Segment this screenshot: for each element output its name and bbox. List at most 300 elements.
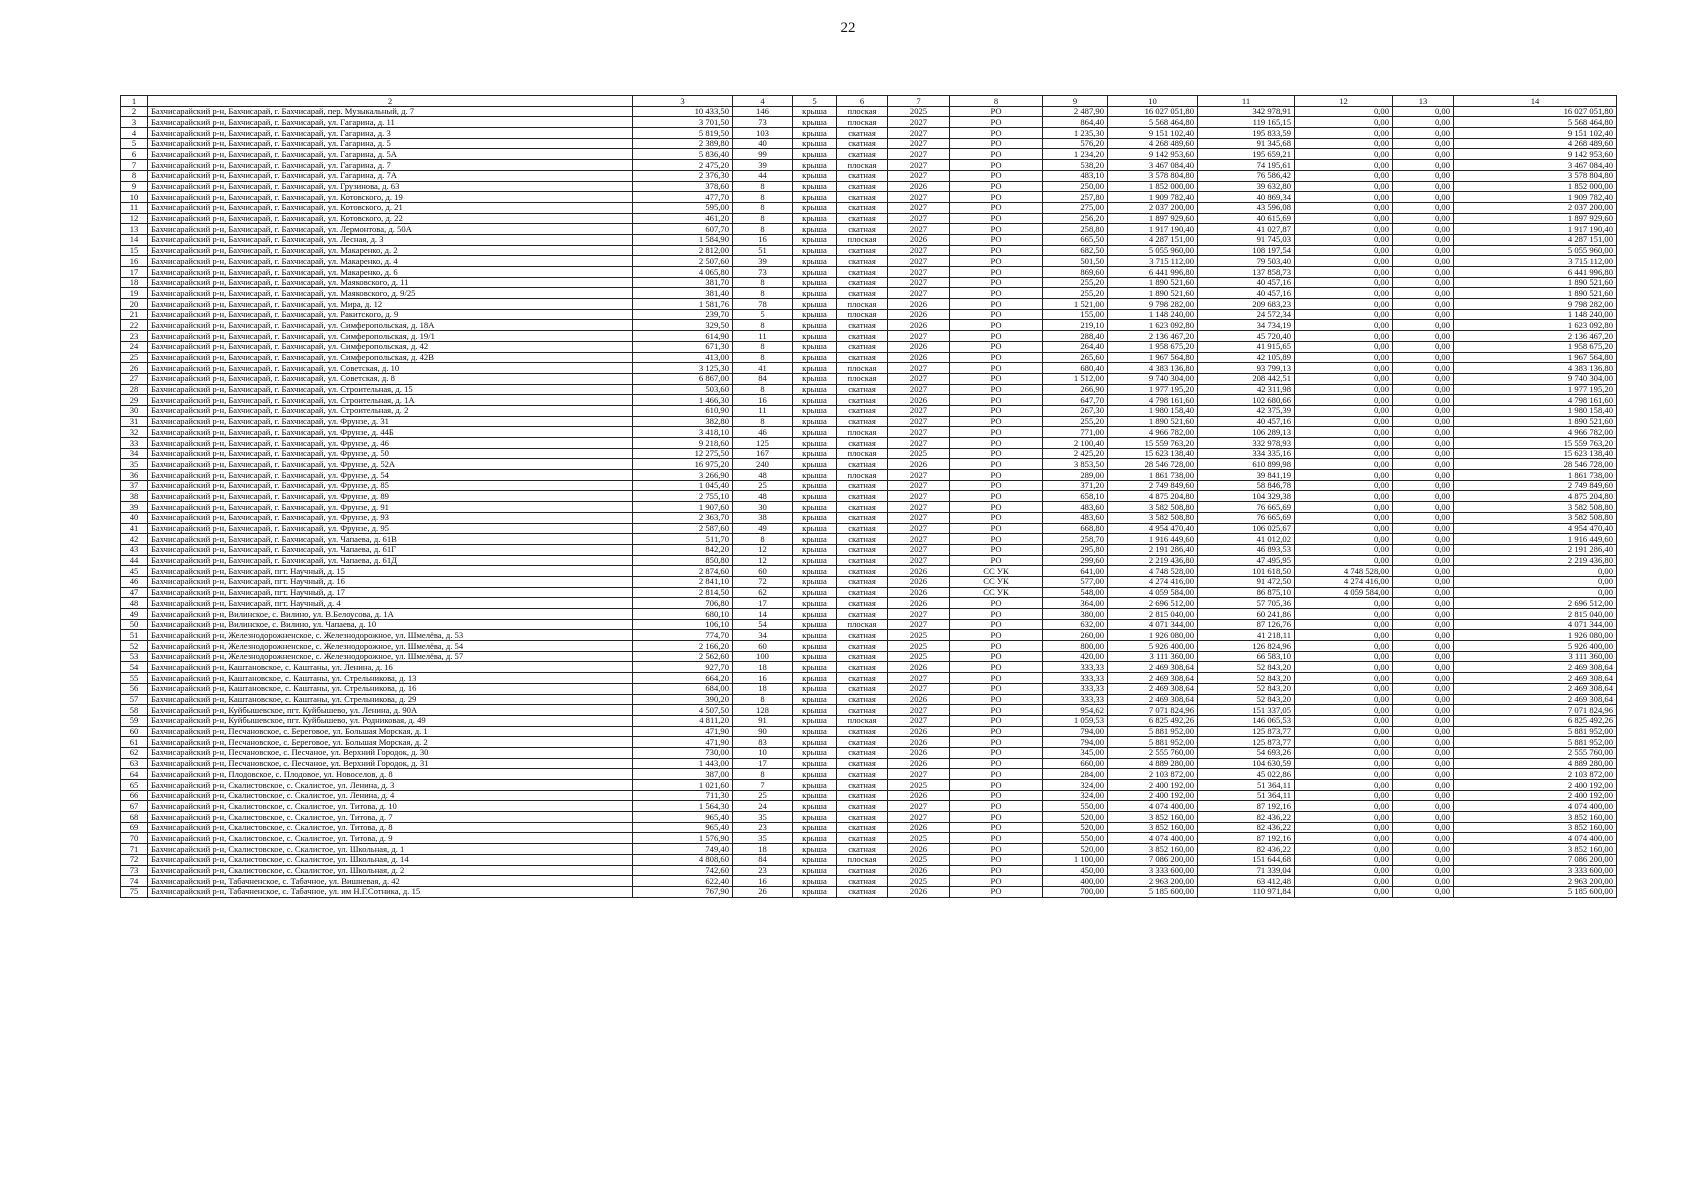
- column-number: 6: [837, 96, 888, 107]
- cell-fund-owner: 0,00: [1295, 234, 1393, 245]
- cell-address: Бахчисарайский р-н, Бахчисарай, г. Бахчисарай, ул. Строительная, д. 1А: [148, 395, 633, 406]
- cell-fund-operator: 3 582 508,80: [1454, 502, 1617, 513]
- cell-method: РО: [950, 288, 1043, 299]
- cell-fund-other: 0,00: [1393, 747, 1454, 758]
- cell-address: Бахчисарайский р-н, Песчановское, с. Песчаное, ул. Верхний Городок, д. 31: [148, 758, 633, 769]
- cell-address: Бахчисарайский р-н, Бахчисарай, г. Бахчисарай, ул. Гагарина, д. 5: [148, 138, 633, 149]
- cell-total-area: 387,00: [633, 769, 733, 780]
- cell-area: 520,00: [1043, 822, 1108, 833]
- cell-year: 2026: [888, 352, 950, 363]
- cell-unit-cost: 63 412,48: [1198, 876, 1295, 887]
- cell-residents: 8: [733, 181, 793, 192]
- cell-row-number: 39: [121, 502, 148, 513]
- cell-total-area: 329,50: [633, 320, 733, 331]
- cell-fund-owner: 0,00: [1295, 128, 1393, 139]
- cell-row-number: 60: [121, 726, 148, 737]
- cell-fund-operator: 3 578 804,80: [1454, 170, 1617, 181]
- cell-year: 2027: [888, 192, 950, 203]
- cell-address: Бахчисарайский р-н, Бахчисарай, г. Бахчисарай, ул. Фрунзе, д. 85: [148, 480, 633, 491]
- cell-year: 2027: [888, 801, 950, 812]
- cell-total-area: 2 363,70: [633, 512, 733, 523]
- cell-unit-cost: 146 065,53: [1198, 715, 1295, 726]
- cell-method: РО: [950, 395, 1043, 406]
- table-row: [121, 780, 1617, 791]
- cell-roof-type: скатная: [837, 341, 888, 352]
- cell-address: Бахчисарайский р-н, Бахчисарай, г. Бахчисарай, ул. Грузинова, д. 63: [148, 181, 633, 192]
- cell-fund-owner: 0,00: [1295, 822, 1393, 833]
- cell-row-number: 12: [121, 213, 148, 224]
- cell-fund-operator: 5 926 400,00: [1454, 641, 1617, 652]
- cell-unit-cost: 51 364,11: [1198, 780, 1295, 791]
- cell-year: 2027: [888, 502, 950, 513]
- cell-residents: 35: [733, 812, 793, 823]
- cell-total-area: 106,10: [633, 619, 733, 630]
- cell-cost: 3 111 360,00: [1108, 651, 1198, 662]
- cell-residents: 10: [733, 747, 793, 758]
- cell-year: 2027: [888, 363, 950, 374]
- cell-address: Бахчисарайский р-н, Бахчисарай, г. Бахчисарай, ул. Фрунзе, д. 46: [148, 438, 633, 449]
- cell-total-area: 471,90: [633, 737, 733, 748]
- cell-unit-cost: 41 218,11: [1198, 630, 1295, 641]
- cell-row-number: 57: [121, 694, 148, 705]
- cell-year: 2027: [888, 138, 950, 149]
- table-row: [121, 758, 1617, 769]
- cell-total-area: 742,60: [633, 865, 733, 876]
- cell-unit-cost: 71 339,04: [1198, 865, 1295, 876]
- cell-method: РО: [950, 256, 1043, 267]
- cell-unit-cost: 76 586,42: [1198, 170, 1295, 181]
- cell-fund-other: 0,00: [1393, 309, 1454, 320]
- cell-total-area: 239,70: [633, 309, 733, 320]
- cell-fund-other: 0,00: [1393, 790, 1454, 801]
- cell-year: 2026: [888, 886, 950, 897]
- cell-address: Бахчисарайский р-н, Бахчисарай, г. Бахчисарай, ул. Фрунзе, д. 52А: [148, 459, 633, 470]
- cell-area: 155,00: [1043, 309, 1108, 320]
- cell-fund-owner: 0,00: [1295, 801, 1393, 812]
- cell-fund-other: 0,00: [1393, 395, 1454, 406]
- cell-cost: 5 881 952,00: [1108, 726, 1198, 737]
- cell-fund-operator: 2 749 849,60: [1454, 480, 1617, 491]
- cell-fund-other: 0,00: [1393, 641, 1454, 652]
- cell-area: 680,40: [1043, 363, 1108, 374]
- cell-fund-owner: 0,00: [1295, 267, 1393, 278]
- cell-element: крыша: [793, 416, 837, 427]
- cell-residents: 18: [733, 683, 793, 694]
- cell-area: 538,20: [1043, 160, 1108, 171]
- cell-element: крыша: [793, 854, 837, 865]
- cell-fund-operator: 4 889 280,00: [1454, 758, 1617, 769]
- cell-roof-type: скатная: [837, 598, 888, 609]
- table-row: [121, 822, 1617, 833]
- cell-cost: 3 715 112,00: [1108, 256, 1198, 267]
- table-row: [121, 876, 1617, 887]
- cell-roof-type: скатная: [837, 747, 888, 758]
- cell-cost: 1 980 158,40: [1108, 405, 1198, 416]
- cell-method: РО: [950, 812, 1043, 823]
- table-row: [121, 149, 1617, 160]
- cell-year: 2027: [888, 534, 950, 545]
- cell-roof-type: скатная: [837, 737, 888, 748]
- table-row: [121, 737, 1617, 748]
- cell-row-number: 34: [121, 448, 148, 459]
- cell-cost: 4 966 782,00: [1108, 427, 1198, 438]
- cell-total-area: 1 564,30: [633, 801, 733, 812]
- cell-method: РО: [950, 715, 1043, 726]
- cell-address: Бахчисарайский р-н, Бахчисарай, г. Бахчисарай, ул. Фрунзе, д. 31: [148, 416, 633, 427]
- cell-residents: 99: [733, 149, 793, 160]
- cell-fund-owner: 0,00: [1295, 384, 1393, 395]
- cell-unit-cost: 42 105,89: [1198, 352, 1295, 363]
- cell-residents: 25: [733, 480, 793, 491]
- cell-cost: 2 555 760,00: [1108, 747, 1198, 758]
- cell-residents: 8: [733, 341, 793, 352]
- cell-fund-owner: 0,00: [1295, 598, 1393, 609]
- cell-year: 2026: [888, 309, 950, 320]
- column-number: 7: [888, 96, 950, 107]
- cell-row-number: 66: [121, 790, 148, 801]
- cell-fund-owner: 0,00: [1295, 726, 1393, 737]
- cell-fund-other: 0,00: [1393, 438, 1454, 449]
- cell-total-area: 2 874,60: [633, 566, 733, 577]
- cell-fund-operator: 4 071 344,00: [1454, 619, 1617, 630]
- cell-unit-cost: 104 630,59: [1198, 758, 1295, 769]
- cell-fund-operator: 3 111 360,00: [1454, 651, 1617, 662]
- cell-address: Бахчисарайский р-н, Бахчисарай, г. Бахчисарай, ул. Котовского, д. 21: [148, 202, 633, 213]
- cell-year: 2026: [888, 844, 950, 855]
- cell-total-area: 1 907,60: [633, 502, 733, 513]
- cell-total-area: 413,00: [633, 352, 733, 363]
- cell-roof-type: скатная: [837, 523, 888, 534]
- cell-unit-cost: 208 442,51: [1198, 373, 1295, 384]
- cell-year: 2025: [888, 651, 950, 662]
- cell-row-number: 4: [121, 128, 148, 139]
- cell-roof-type: скатная: [837, 801, 888, 812]
- cell-element: крыша: [793, 491, 837, 502]
- cell-address: Бахчисарайский р-н, Табачненское, с. Табачное, ул. им Н.Г.Сотника, д. 15: [148, 886, 633, 897]
- cell-area: 1 521,00: [1043, 299, 1108, 310]
- cell-fund-owner: 0,00: [1295, 416, 1393, 427]
- cell-fund-operator: 1 958 675,20: [1454, 341, 1617, 352]
- cell-total-area: 381,40: [633, 288, 733, 299]
- cell-total-area: 664,20: [633, 673, 733, 684]
- cell-total-area: 5 836,40: [633, 149, 733, 160]
- table-row: [121, 512, 1617, 523]
- cell-roof-type: скатная: [837, 566, 888, 577]
- cell-residents: 78: [733, 299, 793, 310]
- cell-row-number: 2: [121, 106, 148, 117]
- cell-cost: 4 268 489,60: [1108, 138, 1198, 149]
- cell-roof-type: плоская: [837, 373, 888, 384]
- cell-address: Бахчисарайский р-н, Бахчисарай, г. Бахчисарай, ул. Строительная, д. 15: [148, 384, 633, 395]
- cell-fund-owner: 0,00: [1295, 341, 1393, 352]
- cell-cost: 2 469 308,64: [1108, 694, 1198, 705]
- table-row: [121, 192, 1617, 203]
- cell-fund-operator: 5 881 952,00: [1454, 737, 1617, 748]
- cell-method: РО: [950, 373, 1043, 384]
- cell-unit-cost: 60 241,86: [1198, 609, 1295, 620]
- cell-roof-type: скатная: [837, 769, 888, 780]
- cell-year: 2027: [888, 673, 950, 684]
- cell-fund-operator: 16 027 051,80: [1454, 106, 1617, 117]
- cell-fund-owner: 0,00: [1295, 844, 1393, 855]
- cell-row-number: 62: [121, 747, 148, 758]
- cell-area: 771,00: [1043, 427, 1108, 438]
- cell-element: крыша: [793, 128, 837, 139]
- cell-fund-operator: 4 287 151,00: [1454, 234, 1617, 245]
- cell-cost: 5 185 600,00: [1108, 886, 1198, 897]
- table-row: [121, 555, 1617, 566]
- cell-year: 2025: [888, 854, 950, 865]
- cell-row-number: 52: [121, 641, 148, 652]
- table-row: [121, 363, 1617, 374]
- cell-method: СС УК: [950, 587, 1043, 598]
- cell-unit-cost: 42 375,39: [1198, 405, 1295, 416]
- cell-fund-other: 0,00: [1393, 555, 1454, 566]
- cell-fund-operator: 2 815 040,00: [1454, 609, 1617, 620]
- cell-fund-other: 0,00: [1393, 576, 1454, 587]
- table-row: [121, 662, 1617, 673]
- cell-total-area: 10 433,50: [633, 106, 733, 117]
- cell-fund-owner: 0,00: [1295, 480, 1393, 491]
- cell-method: РО: [950, 512, 1043, 523]
- cell-residents: 38: [733, 512, 793, 523]
- cell-fund-owner: 0,00: [1295, 373, 1393, 384]
- cell-unit-cost: 54 693,26: [1198, 747, 1295, 758]
- cell-total-area: 1 466,30: [633, 395, 733, 406]
- cell-method: РО: [950, 234, 1043, 245]
- cell-row-number: 9: [121, 181, 148, 192]
- cell-total-area: 503,60: [633, 384, 733, 395]
- cell-year: 2027: [888, 480, 950, 491]
- cell-row-number: 30: [121, 405, 148, 416]
- cell-residents: 103: [733, 128, 793, 139]
- cell-residents: 12: [733, 555, 793, 566]
- cell-unit-cost: 79 503,40: [1198, 256, 1295, 267]
- cell-residents: 11: [733, 331, 793, 342]
- table-row: [121, 833, 1617, 844]
- cell-address: Бахчисарайский р-н, Бахчисарай, г. Бахчисарай, ул. Макаренко, д. 6: [148, 267, 633, 278]
- cell-total-area: 2 475,20: [633, 160, 733, 171]
- column-number: 2: [148, 96, 633, 107]
- cell-row-number: 72: [121, 854, 148, 865]
- cell-residents: 16: [733, 395, 793, 406]
- cell-method: РО: [950, 790, 1043, 801]
- cell-fund-owner: 0,00: [1295, 470, 1393, 481]
- cell-unit-cost: 91 472,50: [1198, 576, 1295, 587]
- cell-unit-cost: 74 195,61: [1198, 160, 1295, 171]
- cell-method: РО: [950, 245, 1043, 256]
- cell-fund-operator: 5 185 600,00: [1454, 886, 1617, 897]
- cell-residents: 17: [733, 758, 793, 769]
- cell-residents: 41: [733, 363, 793, 374]
- cell-row-number: 50: [121, 619, 148, 630]
- cell-fund-operator: 6 441 996,80: [1454, 267, 1617, 278]
- cell-element: крыша: [793, 181, 837, 192]
- cell-roof-type: скатная: [837, 288, 888, 299]
- cell-element: крыша: [793, 470, 837, 481]
- cell-total-area: 3 125,30: [633, 363, 733, 374]
- cell-roof-type: скатная: [837, 683, 888, 694]
- cell-total-area: 610,90: [633, 405, 733, 416]
- cell-area: 295,80: [1043, 544, 1108, 555]
- cell-element: крыша: [793, 363, 837, 374]
- cell-row-number: 35: [121, 459, 148, 470]
- cell-area: 632,00: [1043, 619, 1108, 630]
- cell-fund-operator: 5 568 464,80: [1454, 117, 1617, 128]
- cell-fund-operator: 1 926 080,00: [1454, 630, 1617, 641]
- cell-fund-other: 0,00: [1393, 769, 1454, 780]
- cell-row-number: 3: [121, 117, 148, 128]
- cell-fund-owner: 0,00: [1295, 780, 1393, 791]
- cell-address: Бахчисарайский р-н, Песчановское, с. Береговое, ул. Большая Морская, д. 1: [148, 726, 633, 737]
- cell-fund-other: 0,00: [1393, 780, 1454, 791]
- table-row: [121, 160, 1617, 171]
- cell-area: 668,80: [1043, 523, 1108, 534]
- cell-fund-other: 0,00: [1393, 844, 1454, 855]
- cell-cost: 28 546 728,00: [1108, 459, 1198, 470]
- cell-residents: 83: [733, 737, 793, 748]
- table-row: [121, 886, 1617, 897]
- cell-row-number: 13: [121, 224, 148, 235]
- table-row: [121, 384, 1617, 395]
- column-number-row: [121, 96, 1617, 107]
- cell-total-area: 4 507,50: [633, 705, 733, 716]
- cell-method: РО: [950, 523, 1043, 534]
- cell-address: Бахчисарайский р-н, Бахчисарай, г. Бахчисарай, ул. Фрунзе, д. 44Б: [148, 427, 633, 438]
- cell-fund-other: 0,00: [1393, 288, 1454, 299]
- cell-total-area: 381,70: [633, 277, 733, 288]
- cell-fund-operator: 2 219 436,80: [1454, 555, 1617, 566]
- cell-residents: 91: [733, 715, 793, 726]
- cell-total-area: 511,70: [633, 534, 733, 545]
- cell-fund-owner: 0,00: [1295, 673, 1393, 684]
- cell-element: крыша: [793, 694, 837, 705]
- cell-cost: 1 623 092,80: [1108, 320, 1198, 331]
- table-row: [121, 213, 1617, 224]
- cell-address: Бахчисарайский р-н, Бахчисарай, г. Бахчисарай, ул. Чапаева, д. 61Д: [148, 555, 633, 566]
- cell-year: 2027: [888, 277, 950, 288]
- cell-area: 869,60: [1043, 267, 1108, 278]
- cell-roof-type: скатная: [837, 438, 888, 449]
- cell-fund-other: 0,00: [1393, 502, 1454, 513]
- cell-area: 520,00: [1043, 812, 1108, 823]
- cell-unit-cost: 51 364,11: [1198, 790, 1295, 801]
- cell-cost: 5 881 952,00: [1108, 737, 1198, 748]
- cell-row-number: 73: [121, 865, 148, 876]
- cell-cost: 2 219 436,80: [1108, 555, 1198, 566]
- cell-row-number: 5: [121, 138, 148, 149]
- cell-area: 660,00: [1043, 758, 1108, 769]
- cell-roof-type: плоская: [837, 619, 888, 630]
- cell-fund-operator: 28 546 728,00: [1454, 459, 1617, 470]
- cell-fund-owner: 0,00: [1295, 224, 1393, 235]
- cell-roof-type: скатная: [837, 502, 888, 513]
- cell-fund-other: 0,00: [1393, 149, 1454, 160]
- cell-unit-cost: 86 875,10: [1198, 587, 1295, 598]
- cell-fund-operator: 1 890 521,60: [1454, 277, 1617, 288]
- cell-element: крыша: [793, 277, 837, 288]
- table-row: [121, 865, 1617, 876]
- cell-cost: 1 977 195,20: [1108, 384, 1198, 395]
- cell-roof-type: плоская: [837, 448, 888, 459]
- cell-residents: 34: [733, 630, 793, 641]
- cell-element: крыша: [793, 844, 837, 855]
- cell-cost: 4 875 204,80: [1108, 491, 1198, 502]
- table-row: [121, 747, 1617, 758]
- cell-cost: 4 274 416,00: [1108, 576, 1198, 587]
- cell-fund-operator: 1 909 782,40: [1454, 192, 1617, 203]
- cell-unit-cost: 40 457,16: [1198, 416, 1295, 427]
- table-row: [121, 106, 1617, 117]
- cell-total-area: 1 581,76: [633, 299, 733, 310]
- cell-year: 2026: [888, 587, 950, 598]
- cell-area: 255,20: [1043, 288, 1108, 299]
- cell-method: РО: [950, 331, 1043, 342]
- cell-roof-type: плоская: [837, 470, 888, 481]
- cell-cost: 3 467 084,40: [1108, 160, 1198, 171]
- cell-residents: 48: [733, 470, 793, 481]
- cell-roof-type: скатная: [837, 138, 888, 149]
- cell-fund-other: 0,00: [1393, 245, 1454, 256]
- cell-element: крыша: [793, 619, 837, 630]
- cell-year: 2025: [888, 876, 950, 887]
- cell-year: 2027: [888, 416, 950, 427]
- column-number: 14: [1454, 96, 1617, 107]
- cell-fund-owner: 0,00: [1295, 747, 1393, 758]
- cell-row-number: 22: [121, 320, 148, 331]
- cell-fund-operator: 1 916 449,60: [1454, 534, 1617, 545]
- cell-unit-cost: 610 899,98: [1198, 459, 1295, 470]
- cell-roof-type: скатная: [837, 812, 888, 823]
- cell-unit-cost: 91 345,68: [1198, 138, 1295, 149]
- cell-address: Бахчисарайский р-н, Скалистовское, с. Скалистое, ул. Титова, д. 10: [148, 801, 633, 812]
- cell-roof-type: плоская: [837, 715, 888, 726]
- cell-year: 2027: [888, 523, 950, 534]
- cell-total-area: 3 266,90: [633, 470, 733, 481]
- cell-unit-cost: 93 799,13: [1198, 363, 1295, 374]
- cell-row-number: 11: [121, 202, 148, 213]
- cell-cost: 1 852 000,00: [1108, 181, 1198, 192]
- cell-unit-cost: 40 615,69: [1198, 213, 1295, 224]
- cell-area: 1 234,20: [1043, 149, 1108, 160]
- cell-row-number: 24: [121, 341, 148, 352]
- cell-area: 3 853,50: [1043, 459, 1108, 470]
- cell-fund-operator: 3 333 600,00: [1454, 865, 1617, 876]
- cell-roof-type: скатная: [837, 662, 888, 673]
- cell-residents: 16: [733, 234, 793, 245]
- cell-element: крыша: [793, 705, 837, 716]
- cell-residents: 8: [733, 224, 793, 235]
- cell-residents: 7: [733, 780, 793, 791]
- cell-fund-operator: 9 151 102,40: [1454, 128, 1617, 139]
- cell-unit-cost: 40 457,16: [1198, 277, 1295, 288]
- cell-roof-type: скатная: [837, 416, 888, 427]
- cell-year: 2026: [888, 822, 950, 833]
- table-row: [121, 245, 1617, 256]
- cell-method: РО: [950, 865, 1043, 876]
- cell-method: РО: [950, 320, 1043, 331]
- cell-total-area: 1 576,90: [633, 833, 733, 844]
- cell-year: 2027: [888, 213, 950, 224]
- cell-roof-type: скатная: [837, 405, 888, 416]
- cell-row-number: 17: [121, 267, 148, 278]
- cell-element: крыша: [793, 170, 837, 181]
- cell-year: 2027: [888, 128, 950, 139]
- table-row: [121, 309, 1617, 320]
- cell-method: РО: [950, 876, 1043, 887]
- cell-total-area: 461,20: [633, 213, 733, 224]
- cell-fund-owner: 0,00: [1295, 160, 1393, 171]
